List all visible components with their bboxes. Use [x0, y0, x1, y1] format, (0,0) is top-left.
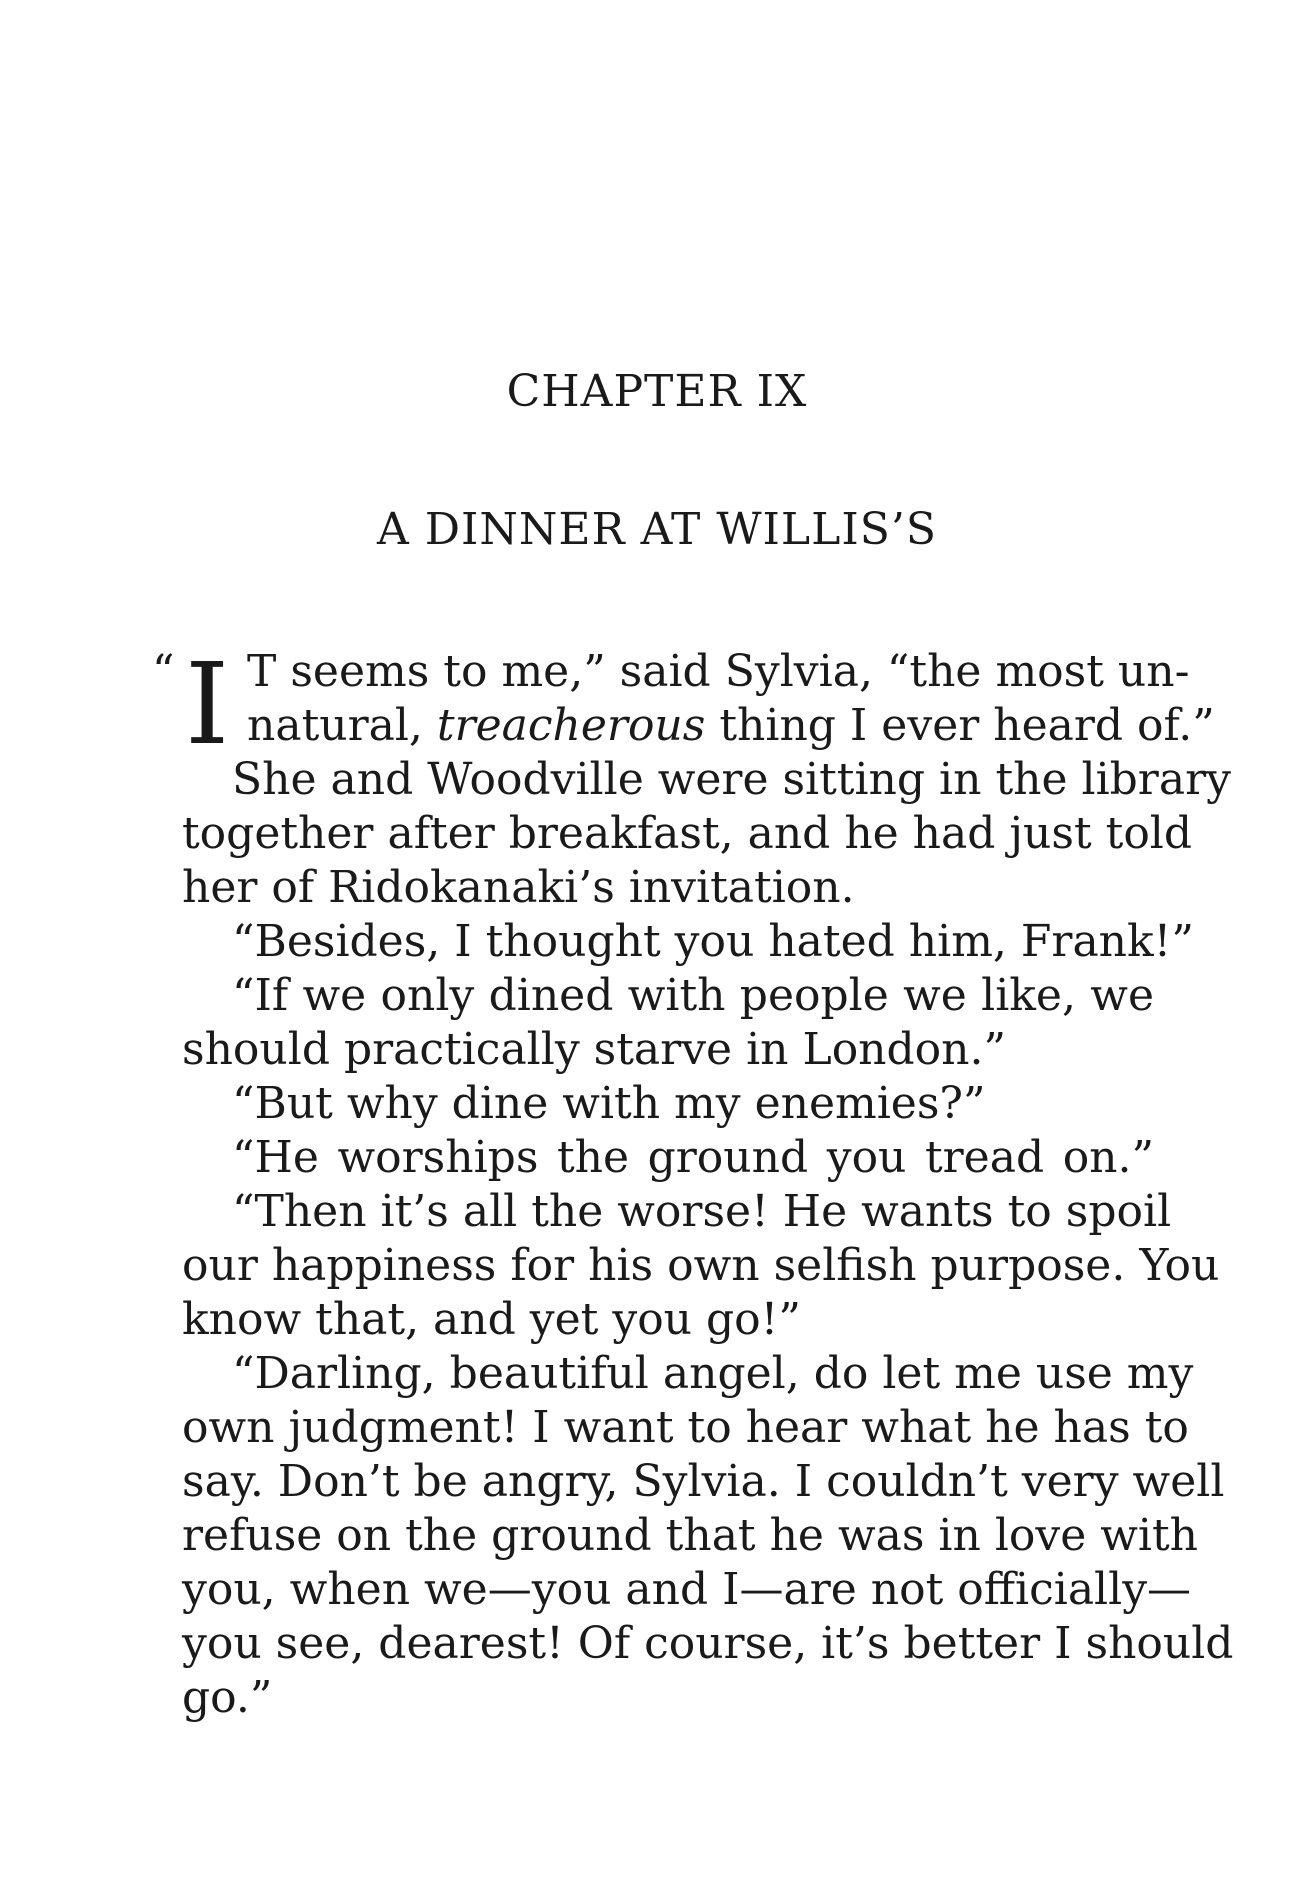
text-line: “Darling, beautiful angel, do let me use my [232, 1348, 1194, 1399]
body-text [182, 640, 1234, 1725]
emphasis-text: treacherous [436, 700, 706, 751]
drop-cap: I [185, 640, 230, 770]
text-fragment: natural, [247, 700, 437, 751]
text-line: “Then it’s all the worse! He wants to spoil [232, 1186, 1172, 1237]
chapter-title: A DINNER AT WILLIS’S [376, 504, 938, 555]
text-line: T seems to me,” said Sylvia, “the most un- [247, 646, 1190, 697]
text-line: go.” [182, 1672, 273, 1723]
text-line: together after breakfast, and he had just told [182, 808, 1193, 859]
text-line: “Besides, I thought you hated him, Frank!” [232, 916, 1194, 967]
text-line: She and Woodville were sitting in the library [232, 754, 1231, 805]
chapter-number: CHAPTER IX [506, 366, 808, 417]
text-line: our happiness for his own selfish purpose. You [182, 1240, 1220, 1291]
text-fragment: thing I ever heard of.” [705, 700, 1215, 751]
text-line: should practically starve in London.” [182, 1024, 1006, 1075]
text-line: “He worships the ground you tread on.” [232, 1132, 1154, 1183]
text-line: own judgment! I want to hear what he has to [182, 1402, 1189, 1453]
text-line: her of Ridokanaki’s invitation. [182, 862, 855, 913]
text-line: know that, and yet you go!” [182, 1294, 801, 1345]
text-line: “But why dine with my enemies?” [232, 1078, 986, 1129]
text-line: you, when we—you and I—are not officially— [182, 1564, 1192, 1615]
text-line: say. Don’t be angry, Sylvia. I couldn’t very well [182, 1456, 1225, 1507]
text-line: you see, dearest! Of course, it’s better I should [182, 1618, 1234, 1669]
opening-quote-mark: “ [152, 646, 175, 697]
text-line: refuse on the ground that he was in love with [182, 1510, 1199, 1561]
text-line: “If we only dined with people we like, we [232, 970, 1154, 1021]
text-line [182, 699, 1215, 753]
